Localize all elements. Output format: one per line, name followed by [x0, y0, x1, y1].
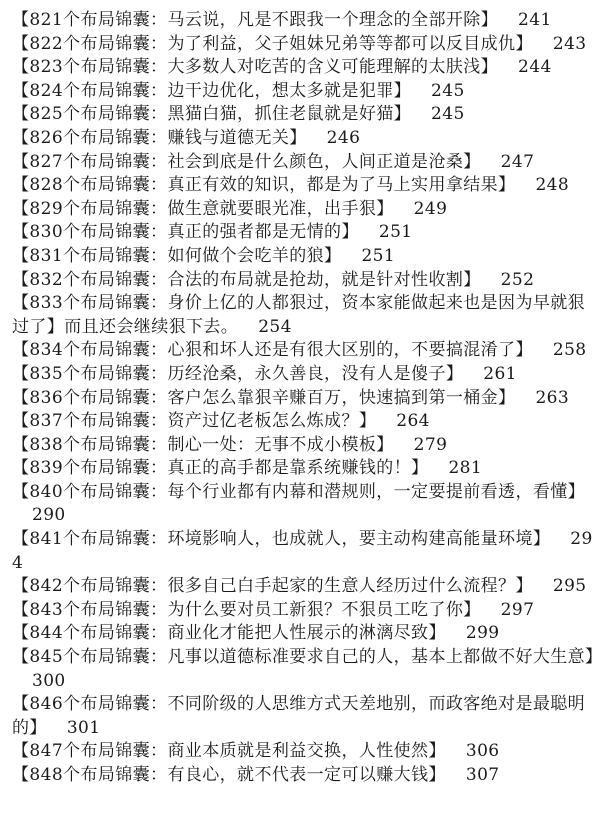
toc-entry-830: [12, 221, 596, 245]
entry-page-number: 290: [32, 505, 66, 526]
entry-title: 【834个布局锦囊：心狠和坏人还是有很大区别的，不要搞混淆了】: [12, 340, 533, 361]
entry-title: 【836个布局锦囊：客户怎么靠狠辛赚百万，快速搞到第一桶金】: [12, 387, 516, 408]
toc-entry-833: [12, 292, 596, 339]
entry-title: 【821个布局锦囊：马云说，凡是不跟我一个理念的全部开除】: [12, 10, 499, 30]
entry-title: 【827个布局锦囊：社会到底是什么颜色，人间正道是沧桑】: [12, 151, 481, 172]
toc-entry-839: [12, 457, 596, 481]
toc-entry-825: [12, 103, 596, 127]
entry-page-number: 299: [465, 623, 500, 644]
entry-page-number: 246: [326, 127, 361, 148]
entry-title: 【840个布局锦囊：每个行业都有内幕和潜规则，一定要提前看透，看懂】: [12, 481, 586, 502]
entry-page-number: 254: [258, 316, 292, 337]
entry-page-number: 252: [500, 269, 535, 290]
entry-page-number: 279: [413, 434, 448, 455]
entry-title: 【824个布局锦囊：边干边优化，想太多就是犯罪】: [12, 80, 412, 101]
toc-entry-822: [12, 33, 596, 57]
toc-entry-842: [12, 575, 596, 599]
toc-entry-828: [12, 174, 596, 198]
toc-entry-838: [12, 434, 596, 458]
entry-page-number: 244: [518, 57, 552, 78]
toc-entry-826: [12, 127, 596, 151]
entry-title: 【828个布局锦囊：真正有效的知识，都是为了马上实用拿结果】: [12, 175, 516, 196]
toc-entry-821: [12, 9, 596, 33]
entry-title: 【831个布局锦囊：如何做个会吃羊的狼】: [12, 245, 342, 266]
entry-title: 【839个布局锦囊：真正的高手都是靠系统赚钱的！】: [12, 458, 429, 479]
toc-entry-844: [12, 622, 596, 646]
toc-entry-827: [12, 151, 596, 175]
entry-title: 【837个布局锦囊：资产过亿老板怎么炼成？】: [12, 411, 377, 432]
entry-title: 【846个布局锦囊：不同阶级的人思维方式天差地别，而政客绝对是最聪明的】: [12, 694, 586, 738]
entry-page-number: 245: [431, 80, 465, 101]
entry-page-number: 245: [431, 104, 465, 125]
entry-title: 【823个布局锦囊：大多数人对吃苦的含义可能理解的太肤浅】: [12, 57, 499, 78]
entry-title: 【829个布局锦囊：做生意就要眼光准，出手狠】: [12, 198, 394, 219]
toc-entry-829: [12, 198, 596, 222]
entry-page-number: 263: [535, 387, 570, 408]
entry-page-number: 243: [552, 33, 587, 54]
toc-entry-824: [12, 80, 596, 104]
entry-title: 【843个布局锦囊：为什么要对员工新狠？不狠员工吃了你】: [12, 599, 481, 620]
toc-entry-837: [12, 410, 596, 434]
entry-title: 【832个布局锦囊：合法的布局就是抢劫，就是针对性收割】: [12, 269, 481, 290]
entry-title: 【826个布局锦囊：赚钱与道德无关】: [12, 127, 307, 148]
toc-entry-836: [12, 387, 596, 411]
entry-page-number: 294: [12, 529, 593, 573]
entry-title: 【830个布局锦囊：真正的强者都是无情的】: [12, 222, 359, 243]
entry-title: 【842个布局锦囊：很多自己白手起家的生意人经历过什么流程？】: [12, 576, 533, 597]
entry-page-number: 249: [413, 198, 448, 219]
entry-page-number: 251: [361, 245, 396, 266]
toc-entry-847: [12, 740, 596, 764]
entry-page-number: 295: [552, 576, 587, 597]
toc-entry-843: [12, 599, 596, 623]
entry-page-number: 251: [378, 222, 413, 243]
entry-title: 【838个布局锦囊：制心一处：无事不成小模板】: [12, 434, 394, 455]
entry-page-number: 264: [396, 411, 430, 432]
entry-page-number: 247: [500, 151, 535, 172]
toc-entry-835: [12, 363, 596, 387]
toc-entry-845: [12, 646, 603, 693]
entry-title: 【822个布局锦囊：为了利益，父子姐妹兄弟等等都可以反目成仇】: [12, 33, 533, 54]
entry-page-number: 300: [32, 670, 66, 691]
toc-entry-841: [12, 528, 596, 575]
entry-title: 【835个布局锦囊：历经沧桑，永久善良，没有人是傻子】: [12, 363, 464, 384]
entry-page-number: 307: [465, 765, 500, 785]
toc-entry-848: [12, 764, 596, 788]
toc-entry-834: [12, 339, 596, 363]
entry-page-number: 306: [465, 741, 500, 762]
entry-title: 【848个布局锦囊：有良心，就不代表一定可以赚大钱】: [12, 765, 446, 785]
toc-entry-831: [12, 245, 596, 269]
entry-title: 【825个布局锦囊：黑猫白猫，抓住老鼠就是好猫】: [12, 104, 412, 125]
entry-title: 【844个布局锦囊：商业化才能把人性展示的淋漓尽致】: [12, 623, 446, 644]
entry-page-number: 281: [448, 458, 483, 479]
entry-page-number: 261: [483, 363, 517, 384]
entry-page-number: 258: [552, 340, 587, 361]
entry-title: 【847个布局锦囊：商业本质就是利益交换，人性使然】: [12, 741, 446, 762]
toc-entry-832: [12, 269, 596, 293]
toc-entry-840: [12, 481, 596, 528]
entry-title: 【833个布局锦囊：身价上亿的人都狠过，资本家能做起来也是因为早就狠过了】而且还会继续狠下去。: [12, 293, 586, 337]
entry-title: 【845个布局锦囊：凡事以道德标准要求自己的人，基本上都做不好大生意】: [12, 647, 603, 668]
entry-page-number: 301: [66, 717, 101, 738]
toc-entry-823: [12, 56, 596, 80]
entry-page-number: 297: [500, 599, 535, 620]
entry-page-number: 241: [518, 10, 552, 30]
entry-page-number: 248: [535, 175, 570, 196]
toc-entry-846: [12, 693, 596, 740]
entry-title: 【841个布局锦囊：环境影响人，也成就人，要主动构建高能量环境】: [12, 529, 551, 550]
